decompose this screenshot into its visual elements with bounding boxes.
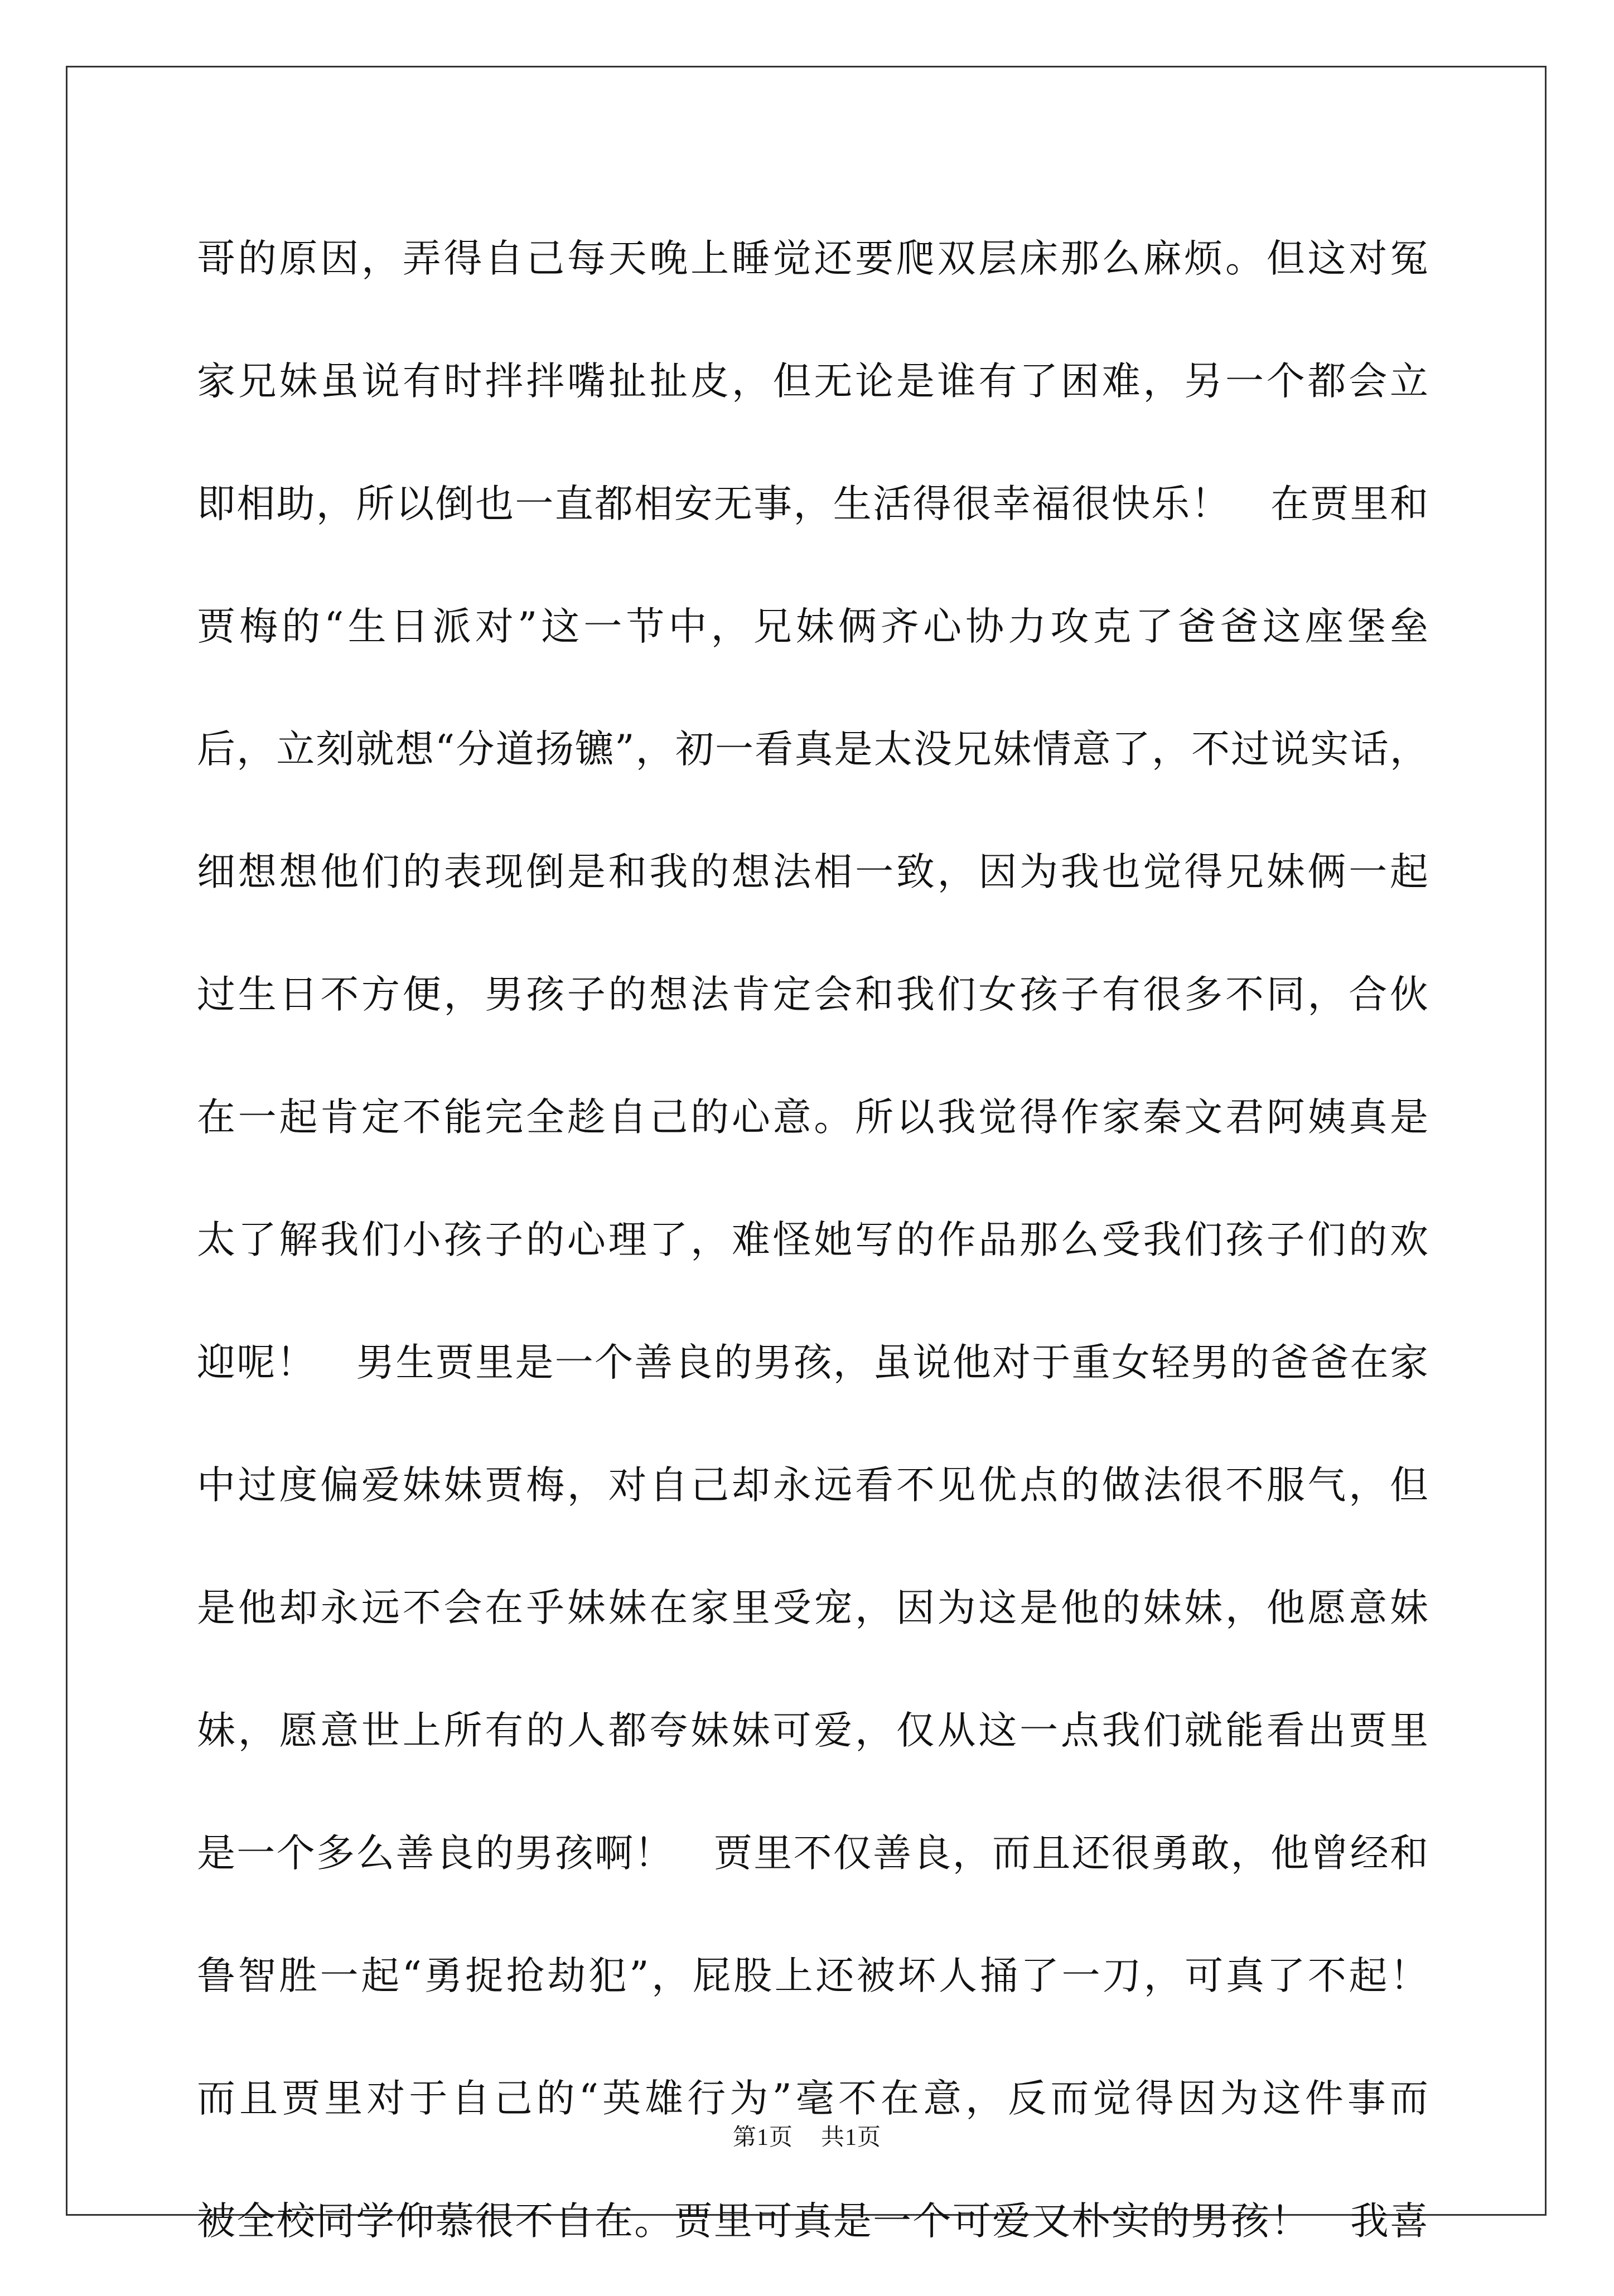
page-number-total: 共1页: [821, 2125, 882, 2150]
text-line: 哥的原因，弄得自己每天晚上睡觉还要爬双层床那么麻烦。但这对冤: [197, 236, 1429, 281]
text-line: 后，立刻就想“分道扬镳”，初一看真是太没兄妹情意了，不过说实话，: [197, 727, 1429, 772]
text-line: 中过度偏爱妹妹贾梅，对自己却永远看不见优点的做法很不服气，但: [197, 1463, 1429, 1508]
text-line: 而且贾里对于自己的“英雄行为”毫不在意，反而觉得因为这件事而: [197, 2076, 1429, 2121]
body-text: [197, 211, 1429, 2296]
text-line: 被全校同学仰慕很不自在。贾里可真是一个可爱又朴实的男孩！ 我喜: [197, 2199, 1429, 2244]
text-line: 贾梅的“生日派对”这一节中，兄妹俩齐心协力攻克了爸爸这座堡垒: [197, 604, 1429, 649]
text-line: 家兄妹虽说有时拌拌嘴扯扯皮，但无论是谁有了困难，另一个都会立: [197, 359, 1429, 404]
page-footer: [0, 2119, 1614, 2152]
text-line: 是他却永远不会在乎妹妹在家里受宠，因为这是他的妹妹，他愿意妹: [197, 1586, 1429, 1630]
text-line: 是一个多么善良的男孩啊！ 贾里不仅善良，而且还很勇敢，他曾经和: [197, 1831, 1429, 1876]
text-line: 太了解我们小孩子的心理了，难怪她写的作品那么受我们孩子们的欢: [197, 1218, 1429, 1262]
text-line: 妹，愿意世上所有的人都夸妹妹可爱，仅从这一点我们就能看出贾里: [197, 1708, 1429, 1753]
text-line: 迎呢！ 男生贾里是一个善良的男孩，虽说他对于重女轻男的爸爸在家: [197, 1340, 1429, 1385]
text-line: 过生日不方便，男孩子的想法肯定会和我们女孩子有很多不同，合伙: [197, 972, 1429, 1017]
text-line: 即相助，所以倒也一直都相安无事，生活得很幸福很快乐！ 在贾里和: [197, 482, 1429, 526]
text-line: 鲁智胜一起“勇捉抢劫犯”，屁股上还被坏人捅了一刀，可真了不起！: [197, 1954, 1429, 1998]
text-line: 细想想他们的表现倒是和我的想法相一致，因为我也觉得兄妹俩一起: [197, 850, 1429, 894]
page-number-current: 第1页: [732, 2125, 793, 2150]
text-line: 在一起肯定不能完全趁自己的心意。所以我觉得作家秦文君阿姨真是: [197, 1095, 1429, 1140]
